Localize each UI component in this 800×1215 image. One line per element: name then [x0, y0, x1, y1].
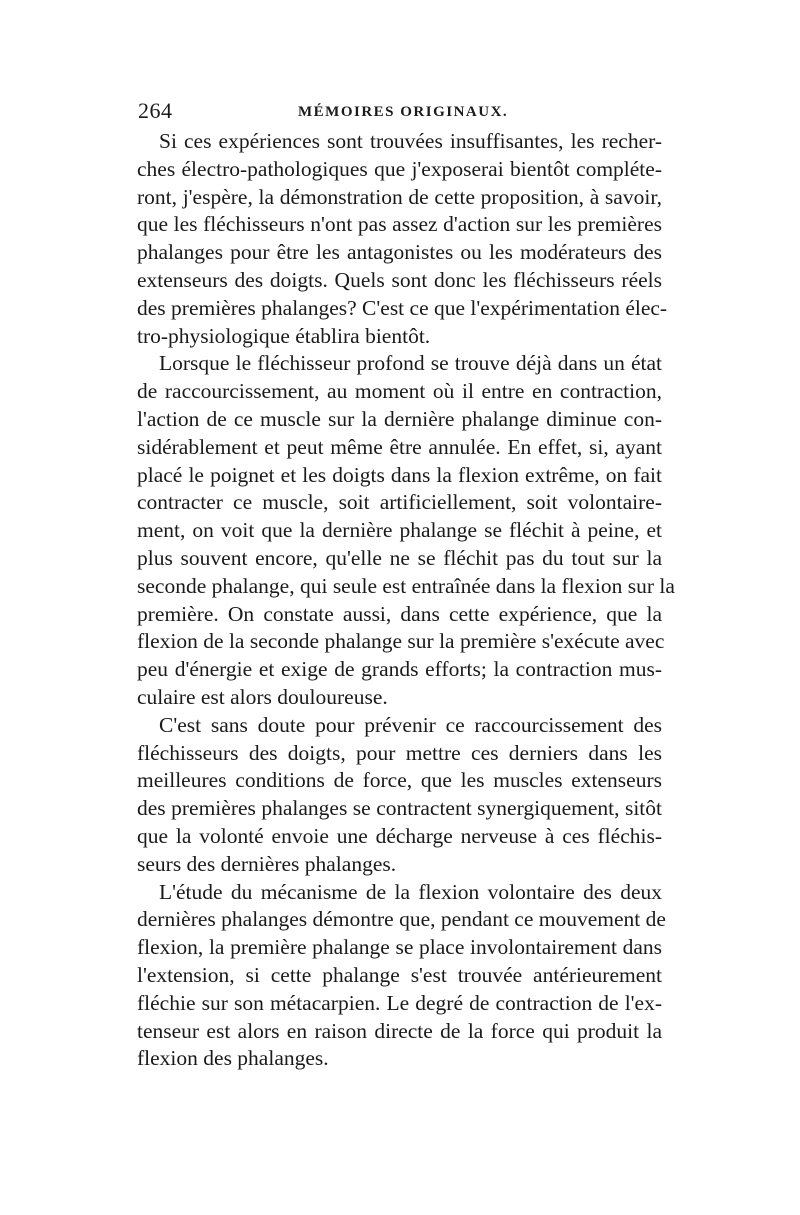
body-text: [137, 128, 675, 1073]
text-line: L'étude du mécanisme de la flexion volontaire des deux: [159, 879, 662, 904]
text-line: ront, j'espère, la démonstration de cette proposition, à savoir,: [137, 184, 662, 209]
text-line: Si ces expériences sont trouvées insuffisantes, les recher-: [159, 129, 662, 153]
text-line: seconde phalange, qui seule est entraînée dans la flexion sur la: [137, 573, 675, 598]
text-line: dernières phalanges démontre que, pendant ce mouvement de: [137, 907, 666, 932]
text-line: placé le poignet et les doigts dans la flexion extrême, on fait: [137, 462, 662, 487]
text-line: flexion des phalanges.: [137, 1046, 329, 1071]
text-line: meilleures conditions de force, que les muscles extenseurs: [137, 768, 662, 793]
text-line: sidérablement et peut même être annulée. En effet, si, ayant: [137, 434, 662, 459]
text-line: l'extension, si cette phalange s'est trouvée antérieurement: [137, 962, 662, 987]
text-line: Lorsque le fléchisseur profond se trouve déjà dans un état: [159, 351, 662, 376]
text-line: fléchie sur son métacarpien. Le degré de contraction de l'ex-: [137, 990, 662, 1015]
text-line: flexion de la seconde phalange sur la première s'exécute avec: [137, 629, 665, 654]
text-line: de raccourcissement, au moment où il entre en contraction,: [137, 379, 662, 404]
text-line: seurs des dernières phalanges.: [137, 851, 397, 876]
text-line: extenseurs des doigts. Quels sont donc les fléchisseurs réels: [137, 267, 662, 292]
text-line: culaire est alors douloureuse.: [137, 684, 388, 709]
running-title: MÉMOIRES ORIGINAUX.: [298, 104, 509, 120]
text-line: des premières phalanges? C'est ce que l'expérimentation élec-: [137, 295, 668, 320]
text-line: plus souvent encore, qu'elle ne se fléchit pas du tout sur la: [137, 545, 662, 570]
text-line: fléchisseurs des doigts, pour mettre ces derniers dans les: [137, 740, 662, 765]
text-line: que les fléchisseurs n'ont pas assez d'action sur les premières: [137, 212, 662, 237]
text-line: première. On constate aussi, dans cette expérience, que la: [137, 601, 662, 626]
text-line: contracter ce muscle, soit artificiellement, soit volontaire-: [137, 490, 662, 515]
text-line: l'action de ce muscle sur la dernière phalange diminue con-: [137, 406, 662, 431]
text-line: tro-physiologique établira bientôt.: [137, 323, 431, 348]
text-line: ment, on voit que la dernière phalange se fléchit à peine, et: [137, 518, 662, 543]
page-number: 264: [138, 98, 173, 123]
text-line: tenseur est alors en raison directe de la force qui produit la: [137, 1018, 662, 1043]
text-line: que la volonté envoie une décharge nerveuse à ces fléchis-: [137, 823, 662, 848]
page-header: [138, 96, 660, 126]
text-line: ches électro-pathologiques que j'exposerai bientôt compléte-: [137, 156, 662, 181]
text-line: des premières phalanges se contractent synergiquement, sitôt: [137, 796, 662, 821]
text-line: phalanges pour être les antagonistes ou les modérateurs des: [137, 240, 662, 265]
text-line: peu d'énergie et exige de grands efforts; la contraction mus-: [137, 657, 662, 682]
text-line: flexion, la première phalange se place involontairement dans: [137, 935, 662, 960]
text-line: C'est sans doute pour prévenir ce raccourcissement des: [159, 712, 662, 737]
